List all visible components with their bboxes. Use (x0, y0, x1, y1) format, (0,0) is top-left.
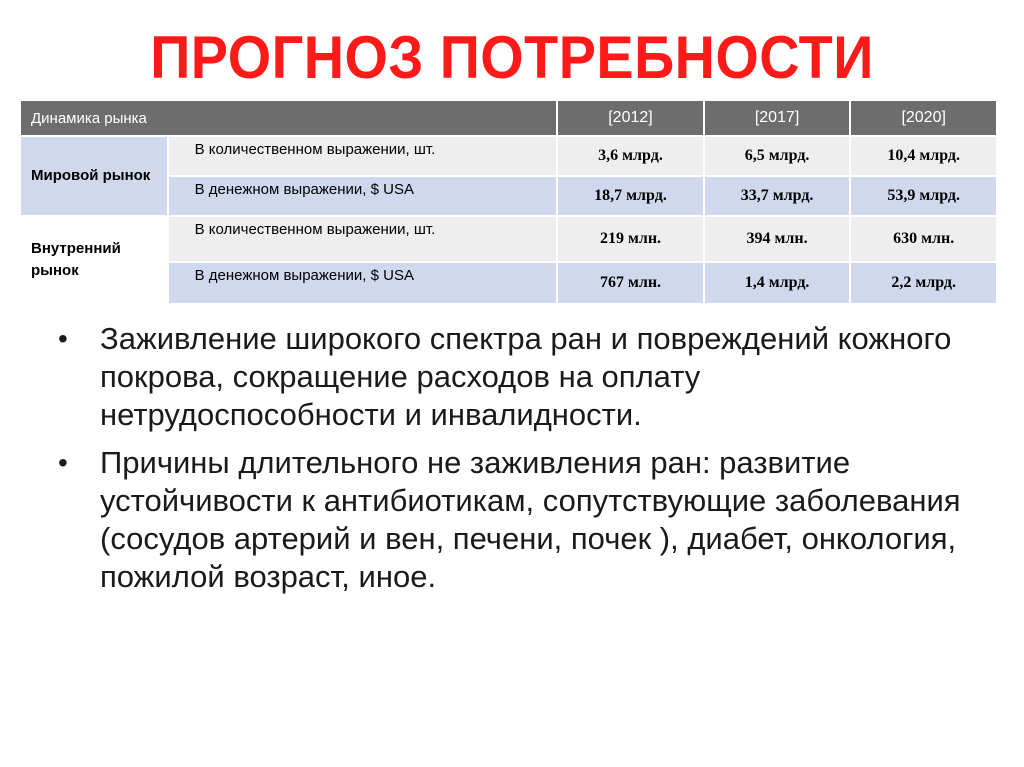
table-row (21, 217, 996, 261)
table-row (21, 263, 996, 303)
row-desc: В денежном выражении, $ USA (169, 263, 557, 303)
cell-value: 18,7 млрд. (558, 177, 703, 215)
bullet-icon: • (58, 323, 68, 354)
bullet-text: Причины длительного не заживления ран: развитие устойчивости к антибиотикам, сопутствующие заболевания (сосудов артерий и вен, печени, почек ), диабет, онкология, пожилой возраст, иное. (100, 445, 961, 594)
list-item (58, 320, 988, 434)
cell-value: 10,4 млрд. (851, 137, 996, 175)
group-label-domestic-market: Внутренний рынок (21, 217, 167, 303)
cell-value: 3,6 млрд. (558, 137, 703, 175)
cell-value: 630 млн. (851, 217, 996, 261)
bullet-icon: • (58, 447, 68, 478)
cell-value: 53,9 млрд. (851, 177, 996, 215)
table-row (21, 177, 996, 215)
list-item (58, 444, 988, 596)
header-year-2012: [2012] (558, 101, 703, 135)
cell-value: 1,4 млрд. (705, 263, 850, 303)
bullet-list (58, 320, 988, 606)
header-market-dynamics: Динамика рынка (21, 101, 556, 135)
table-row (21, 137, 996, 175)
cell-value: 219 млн. (558, 217, 703, 261)
row-desc: В денежном выражении, $ USA (169, 177, 557, 215)
table-header-row (21, 101, 996, 135)
slide-title: ПРОГНОЗ ПОТРЕБНОСТИ (150, 24, 874, 91)
cell-value: 33,7 млрд. (705, 177, 850, 215)
group-label-world-market: Мировой рынок (21, 137, 167, 215)
cell-value: 394 млн. (705, 217, 850, 261)
header-year-2020: [2020] (851, 101, 996, 135)
header-year-2017: [2017] (705, 101, 850, 135)
cell-value: 767 млн. (558, 263, 703, 303)
market-dynamics-table (19, 99, 998, 305)
row-desc: В количественном выражении, шт. (169, 137, 557, 175)
cell-value: 2,2 млрд. (851, 263, 996, 303)
bullet-text: Заживление широкого спектра ран и повреждений кожного покрова, сокращение расходов на оплату нетрудоспособности и инвалидности. (100, 321, 952, 432)
row-desc: В количественном выражении, шт. (169, 217, 557, 261)
cell-value: 6,5 млрд. (705, 137, 850, 175)
